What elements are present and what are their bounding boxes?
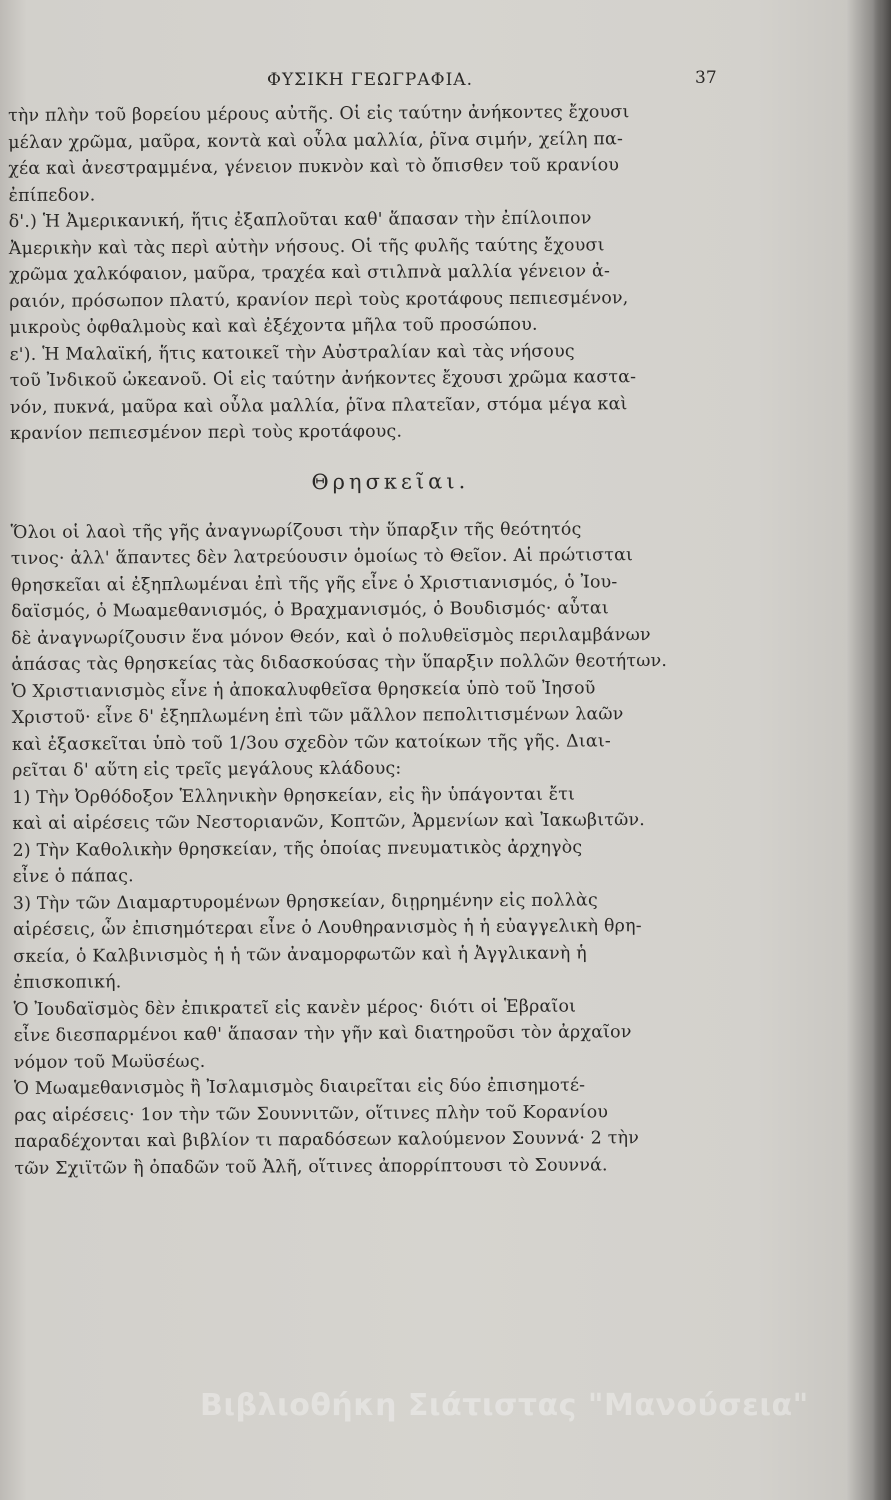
book-spine-shadow [873,0,891,1500]
text-line: τοῦ Ἰνδικοῦ ὠκεανοῦ. Οἱ εἰς ταύτην ἀνήκοντες ἔχουσι χρῶμα καστα- [9,367,637,391]
text-line: χέα καὶ ἀνεστραμμένα, γένειον πυκνὸν καὶ τὸ ὄπισθεν τοῦ κρανίου [8,155,620,179]
text-line: μέλαν χρῶμα, μαῦρα, κοντὰ καὶ οὖλα μαλλία, ῥῖνα σιμήν, χείλη πα- [8,128,624,153]
text-line: Ὁ Ἰουδαϊσμὸς δὲν ἐπικρατεῖ εἰς κανὲν μέρος· διότι οἱ Ἑβραῖοι [13,996,577,1020]
text-line: ραιόν, πρόσωπον πλατύ, κρανίον περὶ τοὺς κροτάφους πεπιεσμένον, [9,287,629,312]
running-head: ΦΥΣΙΚΗ ΓΕΩΓΡΑΦΙΑ. [267,70,473,90]
paragraphs-races [8,98,750,447]
text-block [8,98,755,1182]
text-line: Ἀμερικὴν καὶ τὰς περὶ αὐτὴν νήσους. Οἱ τῆς φυλῆς ταύτης ἔχουσι [8,234,605,259]
text-line: ρεῖται δ' αὕτη εἰς τρεῖς μεγάλους κλάδους: [12,758,402,781]
text-line: 1) Τὴν Ὀρθόδοξον Ἑλληνικὴν θρησκείαν, εἰς ἣν ὑπάγονται ἔτι [12,784,576,808]
text-line: ε'). Ἡ Μαλαϊκή, ἥτις κατοικεῖ τὴν Αὐστραλίαν καὶ τὰς νήσους [9,341,575,365]
page-number: 37 [695,68,717,88]
text-line: κρανίον πεπιεσμένον περὶ τοὺς κροτάφους. [9,421,403,444]
text-line: 2) Τὴν Καθολικὴν θρησκείαν, τῆς ὁποίας πνευματικὸς ἀρχηγὸς [12,837,583,861]
text-line: εἶνε ὁ πάπας. [12,866,134,887]
text-line: δὲ ἀναγνωρίζουσιν ἕνα μόνον Θεόν, καὶ ὁ πολυθεϊσμὸς περιλαμβάνων [11,624,651,649]
text-line: παραδέχονται καὶ βιβλίον τι παραδόσεων καλούμενον Σουννά· 2 τὴν [14,1128,640,1152]
text-line: Ὁ Μωαμεθανισμὸς ἢ Ἰσλαμισμὸς διαιρεῖται εἰς δύο ἐπισημοτέ- [13,1075,586,1099]
text-line: Χριστοῦ· εἶνε δ' ἐξηπλωμένη ἐπὶ τῶν μᾶλλον πεπολιτισμένων λαῶν [11,704,624,728]
text-line: χρῶμα χαλκόφαιον, μαῦρα, τραχέα καὶ στιλπνὰ μαλλία γένειον ἀ- [8,261,611,285]
text-line: τῶν Σχιϊτῶν ἢ ὀπαδῶν τοῦ Ἀλῆ, οἵτινες ἀπορρίπτουσι τὸ Σουννά. [14,1154,608,1179]
text-line: καὶ ἐξασκεῖται ὑπὸ τοῦ 1/3ου σχεδὸν τῶν κατοίκων τῆς γῆς. Διαι- [11,730,611,755]
paragraphs-religions [11,515,755,1182]
section-heading: Θρησκεῖαι. [311,468,470,494]
text-line: ἐπισκοπική. [13,972,122,993]
text-line: τὴν πλὴν τοῦ βορείου μέρους αὐτῆς. Οἱ εἰς ταύτην ἀνήκοντες ἔχουσι [8,102,630,126]
text-line: Ὁ Χριστιανισμὸς εἶνε ἡ ἀποκαλυφθεῖσα θρησκεία ὑπὸ τοῦ Ἰησοῦ [11,677,596,702]
text-line: θρησκεῖαι αἱ ἐξηπλωμέναι ἐπὶ τῆς γῆς εἶνε ὁ Χριστιανισμός, ὁ Ἰου- [10,571,618,596]
text-line: ρας αἱρέσεις· 1ον τὴν τῶν Σουννιτῶν, οἵτινες πλὴν τοῦ Κορανίου [14,1101,609,1126]
text-line: Ὅλοι οἱ λαοὶ τῆς γῆς ἀναγνωρίζουσι τὴν ὕπαρξιν τῆς θεότητός [10,519,582,543]
text-line: δαϊσμός, ὁ Μωαμεθανισμός, ὁ Βραχμανισμός, ὁ Βουδισμός· αὗται [11,598,609,622]
text-line: νόν, πυκνά, μαῦρα καὶ οὖλα μαλλία, ῥῖνα πλατεῖαν, στόμα μέγα καὶ [9,393,628,418]
text-line: εἶνε διεσπαρμένοι καθ' ἅπασαν τὴν γῆν καὶ διατηροῦσι τὸν ἀρχαῖον [13,1022,632,1046]
text-line: ἁπάσας τὰς θρησκείας τὰς διδασκούσας τὴν ὕπαρξιν πολλῶν θεοτήτων. [11,650,668,675]
text-line: τινος· ἀλλ' ἅπαντες δὲν λατρεύουσιν ὁμοίως τὸ Θεῖον. Αἱ πρώτισται [10,545,634,569]
text-line: μικροὺς ὀφθαλμοὺς καὶ καὶ ἐξέχοντα μῆλα τοῦ προσώπου. [9,314,538,338]
text-line: σκεία, ὁ Καλβινισμὸς ἡ ἡ τῶν ἀναμορφωτῶν καὶ ἡ Ἀγγλικανὴ ἡ [13,942,587,967]
text-line: δ'.) Ἡ Ἀμερικανική, ἥτις ἐξαπλοῦται καθ' ἅπασαν τὴν ἐπίλοιπον [8,208,592,232]
library-watermark: Βιβλιοθήκη Σιάτιστας "Μανούσεια" [200,1388,809,1423]
text-line: νόμον τοῦ Μωϋσέως. [13,1051,206,1073]
text-line: 3) Τὴν τῶν Διαμαρτυρομένων θρησκείαν, διῃρημένην εἰς πολλὰς [12,889,598,914]
text-line: αἱρέσεις, ὧν ἐπισημότεραι εἶνε ὁ Λουθηρανισμὸς ἡ ἡ εὐαγγελικὴ θρη- [12,916,642,940]
text-line: ἐπίπεδον. [8,184,96,206]
text-line: καὶ αἱ αἱρέσεις τῶν Νεστοριανῶν, Κοπτῶν, Ἀρμενίων καὶ Ἰακωβιτῶν. [12,810,646,834]
